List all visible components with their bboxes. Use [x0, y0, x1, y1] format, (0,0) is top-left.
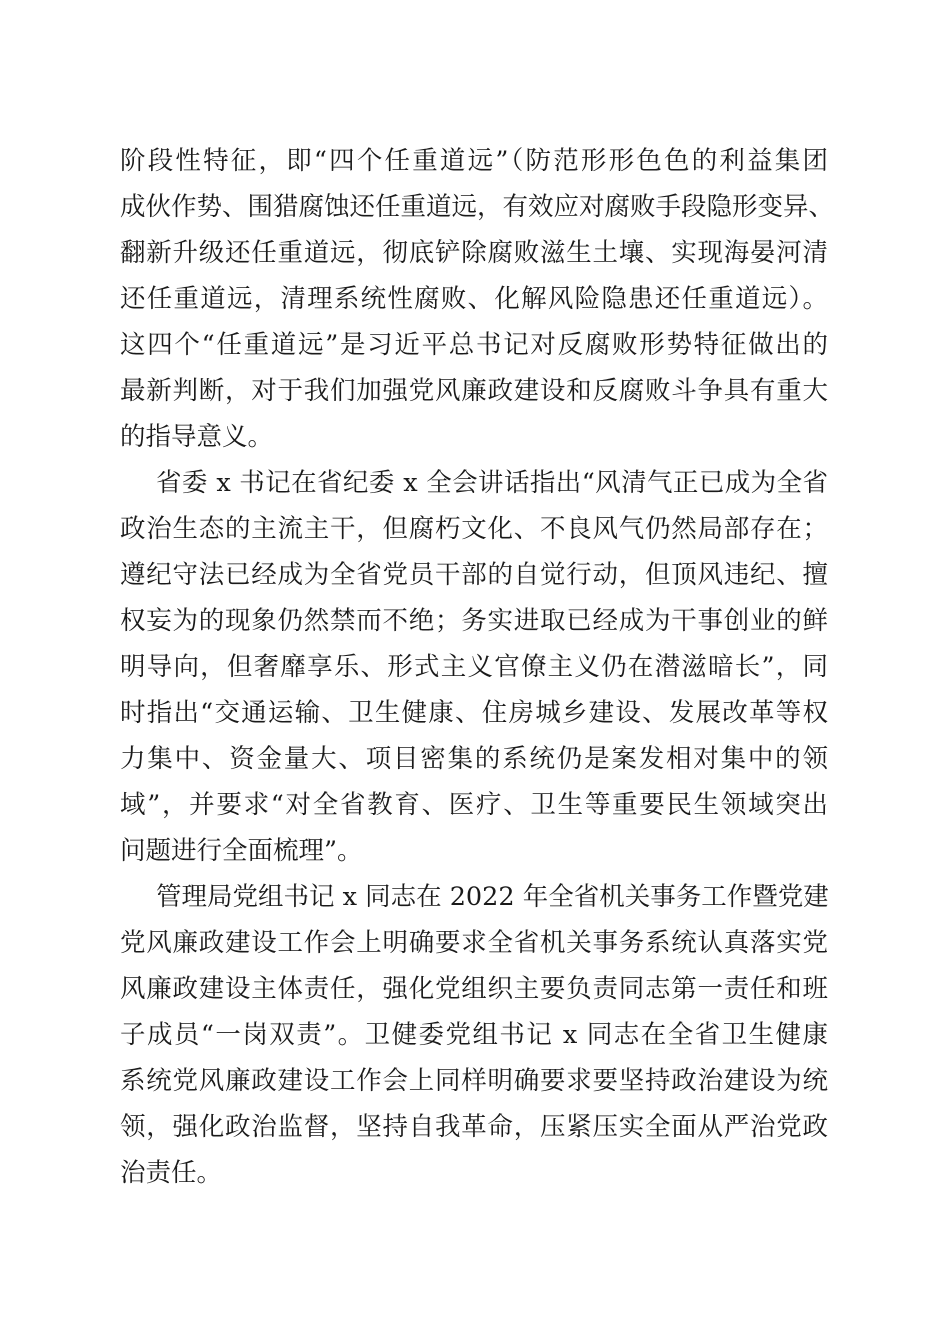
text-line: 这四个“任重道远”是习近平总书记对反腐败形势特征做出的	[120, 330, 828, 360]
text-line: 明导向，但奢靡享乐、形式主义官僚主义仍在潜滋暗长”，同	[120, 652, 828, 682]
text-line: 时指出“交通运输、卫生健康、住房城乡建设、发展改革等权	[120, 698, 828, 728]
paragraph-2	[120, 460, 828, 874]
text-line: 阶段性特征，即“四个任重道远”（防范形形色色的利益集团	[120, 146, 828, 176]
text-line: 域”，并要求“对全省教育、医疗、卫生等重要民生领域突出	[120, 790, 828, 820]
text-line: 翻新升级还任重道远，彻底铲除腐败滋生土壤、实现海晏河清	[120, 238, 828, 268]
text-line: 权妄为的现象仍然禁而不绝；务实进取已经成为干事创业的鲜	[120, 606, 828, 636]
text-line: 的指导意义。	[120, 422, 274, 452]
text-line: 风廉政建设主体责任，强化党组织主要负责同志第一责任和班	[120, 974, 828, 1004]
text-line: 政治生态的主流主干，但腐朽文化、不良风气仍然局部存在；	[120, 514, 828, 544]
text-line: 党风廉政建设工作会上明确要求全省机关事务系统认真落实党	[120, 928, 828, 958]
text-line: 省委 x 书记在省纪委 x 全会讲话指出“风清气正已成为全省	[156, 468, 828, 498]
text-line: 问题进行全面梳理”。	[120, 836, 363, 866]
document-page	[120, 138, 835, 1196]
text-line: 成伙作势、围猎腐蚀还任重道远，有效应对腐败手段隐形变异、	[120, 192, 835, 222]
text-line: 领，强化政治监督，坚持自我革命，压紧压实全面从严治党政	[120, 1112, 828, 1142]
text-line: 子成员“一岗双责”。卫健委党组书记 x 同志在全省卫生健康	[120, 1020, 828, 1050]
text-line: 治责任。	[120, 1158, 223, 1188]
text-line: 力集中、资金量大、项目密集的系统仍是案发相对集中的领	[120, 744, 828, 774]
paragraph-1	[120, 138, 835, 460]
text-line: 管理局党组书记 x 同志在 2022 年全省机关事务工作暨党建	[156, 882, 829, 912]
text-line: 遵纪守法已经成为全省党员干部的自觉行动，但顶风违纪、擅	[120, 560, 828, 590]
text-line: 最新判断，对于我们加强党风廉政建设和反腐败斗争具有重大	[120, 376, 828, 406]
text-line: 系统党风廉政建设工作会上同样明确要求要坚持政治建设为统	[120, 1066, 828, 1096]
paragraph-3	[120, 874, 828, 1196]
text-line: 还任重道远，清理系统性腐败、化解风险隐患还任重道远）。	[120, 284, 828, 314]
